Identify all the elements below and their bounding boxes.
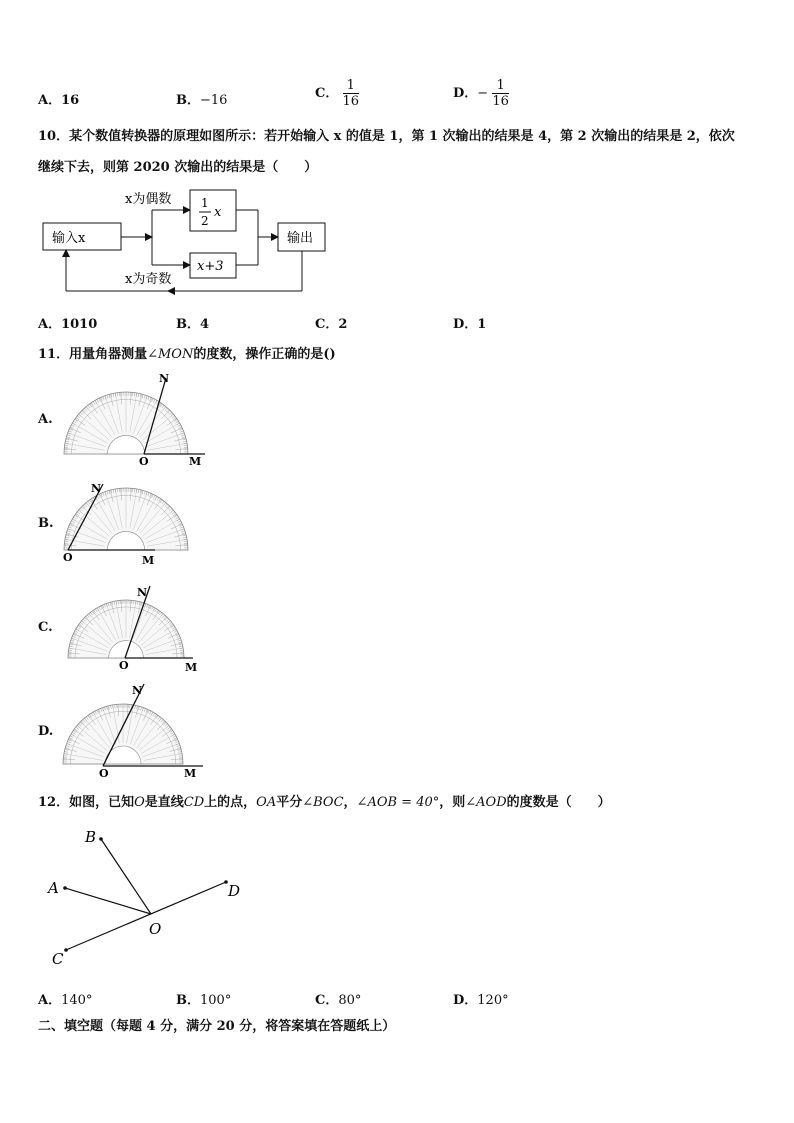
q11-option-b-letter: B. xyxy=(38,516,54,531)
point-d-label: D xyxy=(228,882,241,900)
point-c-label: C xyxy=(52,950,64,968)
point-a-label: A xyxy=(48,879,59,897)
ray-oa xyxy=(65,888,151,914)
even-label: x为偶数 xyxy=(125,192,172,207)
q11-option-c-letter: C. xyxy=(38,620,53,635)
q11-option-d-letter: D. xyxy=(38,724,54,739)
fraction-one-sixteenth: $\frac{1}{16}$ xyxy=(342,78,360,109)
q9-option-b: B．−16 xyxy=(176,93,228,108)
q9-option-c: C． $\frac{1}{16}$ xyxy=(315,78,360,109)
q12-option-a: A．140° xyxy=(38,993,93,1008)
q10-option-b: B．4 xyxy=(176,317,210,332)
angle-figure xyxy=(40,822,260,972)
point-n-label: N xyxy=(137,586,148,599)
q10-option-a: A．1010 xyxy=(38,317,98,332)
output-label: 输出 xyxy=(287,231,314,246)
half-den: 2 xyxy=(201,214,209,228)
point-b-label: B xyxy=(85,828,97,846)
point-o-label: O xyxy=(99,767,109,780)
point-o-label: O xyxy=(63,551,73,564)
q12-option-d: D．120° xyxy=(453,993,509,1008)
fraction-one-sixteenth: $\frac{1}{16}$ xyxy=(492,78,509,109)
section-heading: 二、填空题（每题 4 分，满分 20 分，将答案填在答题纸上） xyxy=(38,1019,396,1034)
line-cd xyxy=(66,882,226,950)
half-var: x xyxy=(214,205,222,220)
point-m-label: M xyxy=(184,767,197,780)
ray-ob xyxy=(101,839,151,914)
point-m-label: M xyxy=(142,554,155,567)
q10-option-c: C．2 xyxy=(315,317,348,332)
half-num: 1 xyxy=(201,196,209,210)
q11-option-a-letter: A. xyxy=(38,412,53,427)
q10-stem-line1: 10．某个数值转换器的原理如图所示：若开始输入 x 的值是 1，第 1 次输出的结果是 4，第 2 次输出的结果是 2，依次 xyxy=(38,129,735,144)
protractor-option-d xyxy=(55,680,215,780)
protractor-option-c xyxy=(55,582,215,677)
half-x-box xyxy=(190,190,236,231)
point-n-label: N xyxy=(132,684,143,697)
protractor-option-b xyxy=(55,478,215,573)
point-o-label: O xyxy=(119,659,129,672)
protractor-option-a xyxy=(55,372,215,472)
q10-stem-line2: 继续下去，则第 2020 次输出的结果是（ ） xyxy=(38,160,318,175)
point-m-label: M xyxy=(189,455,202,468)
q12-option-b: B．100° xyxy=(176,993,232,1008)
plus-three-label: x+3 xyxy=(197,259,224,274)
q9-option-d: D．− $\frac{1}{16}$ xyxy=(453,78,509,109)
point-n-label: N xyxy=(159,372,170,385)
point-n-label: N xyxy=(91,482,102,495)
q12-stem: 12．如图，已知O是直线CD上的点，OA平分∠BOC，∠AOB = 40°，则∠AOD的度数是（ ） xyxy=(38,795,611,810)
input-label: 输入x xyxy=(52,231,86,246)
q11-stem: 11．用量角器测量∠MON的度数，操作正确的是() xyxy=(38,347,336,362)
q12-option-c: C．80° xyxy=(315,993,362,1008)
q10-option-d: D．1 xyxy=(453,317,487,332)
q9-option-a: A．16 xyxy=(38,93,80,108)
point-m-label: M xyxy=(185,661,198,674)
odd-label: x为奇数 xyxy=(125,272,172,287)
point-o-label: O xyxy=(139,455,149,468)
point-o-label: O xyxy=(149,920,162,938)
number-converter-flowchart xyxy=(30,183,350,298)
